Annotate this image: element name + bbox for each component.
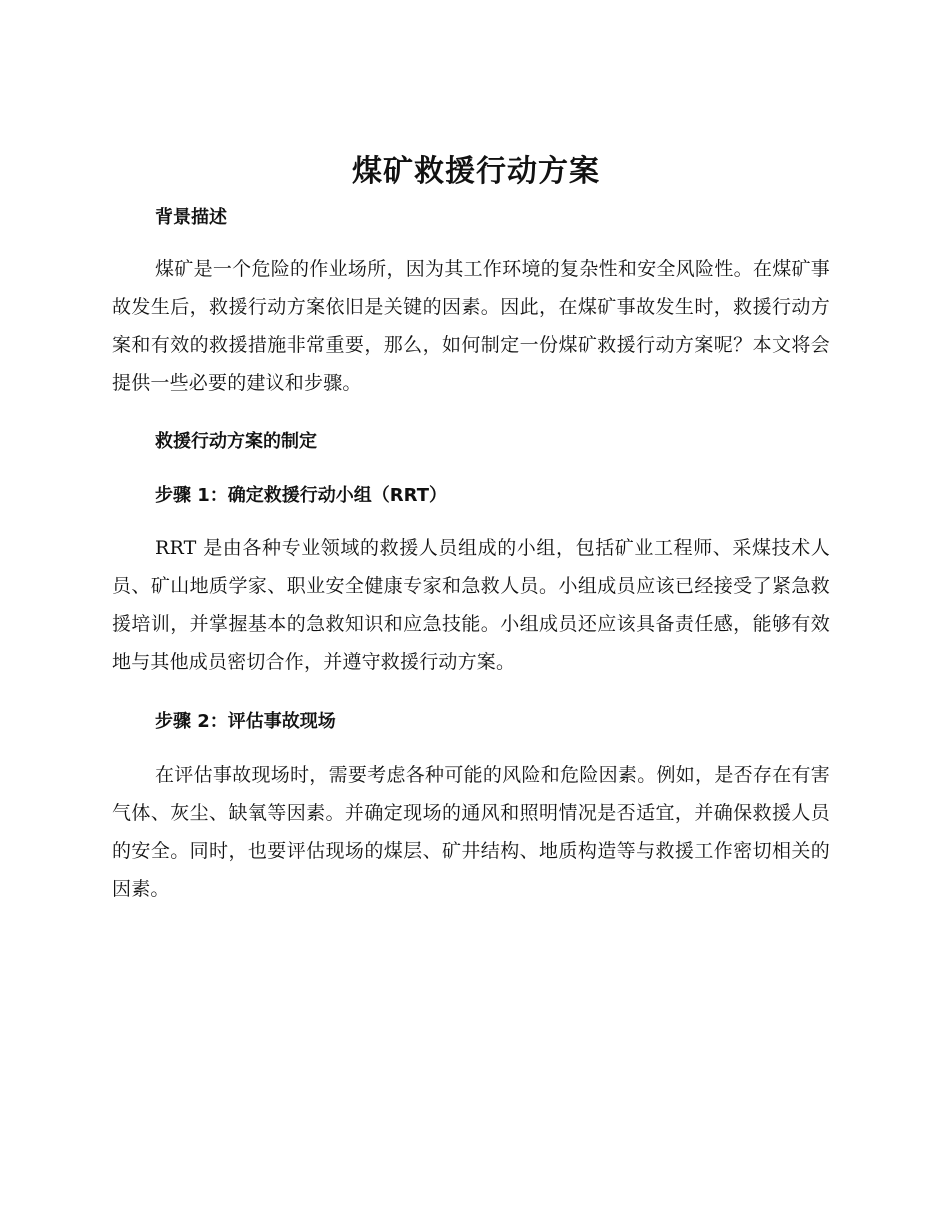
step2-heading: 步骤 2：评估事故现场 — [155, 711, 336, 732]
section-heading-background: 背景描述 — [155, 207, 227, 228]
paragraph-background: 煤矿是一个危险的作业场所，因为其工作环境的复杂性和安全风险性。在煤矿事故发生后，救援行动方案依旧是关键的因素。因此，在煤矿事故发生时，救援行动方案和有效的救援措施非常重要，那么，如何制定一份煤矿救援行动方案呢？本文将会提供一些必要的建议和步骤。 — [112, 258, 830, 394]
paragraph-step1: RRT 是由各种专业领域的救援人员组成的小组，包括矿业工程师、采煤技术人员、矿山地质学家、职业安全健康专家和急救人员。小组成员应该已经接受了紧急救援培训，并掌握基本的急救知识和应急技能。小组成员还应该具备责任感，能够有效地与其他成员密切合作，并遵守救援行动方案。 — [112, 537, 830, 673]
paragraph-step2: 在评估事故现场时，需要考虑各种可能的风险和危险因素。例如，是否存在有害气体、灰尘、缺氧等因素。并确定现场的通风和照明情况是否适宜，并确保救援人员的安全。同时，也要评估现场的煤层、矿井结构、地质构造等与救援工作密切相关的因素。 — [112, 764, 830, 900]
section-heading-plan: 救援行动方案的制定 — [155, 431, 317, 452]
step1-heading: 步骤 1：确定救援行动小组（RRT） — [155, 485, 447, 506]
document-page — [112, 148, 830, 908]
document-title: 煤矿救援行动方案 — [352, 154, 600, 189]
